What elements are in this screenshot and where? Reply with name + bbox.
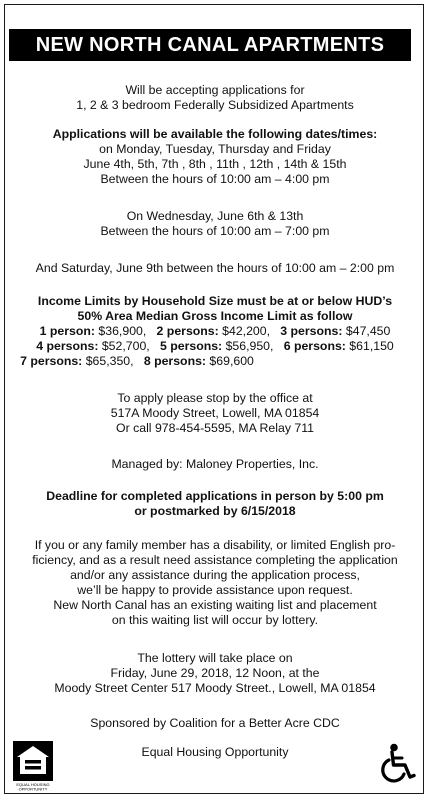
- deadline-line-1: Deadline for completed applications in person by 5:00 pm: [46, 489, 384, 503]
- disability-line-2: ficiency, and as a result need assistance completing the application: [32, 553, 398, 567]
- saturday-line: And Saturday, June 9th between the hours of 10:00 am – 2:00 pm: [35, 261, 395, 275]
- wednesday-line: On Wednesday, June 6th & 13th: [126, 209, 304, 223]
- income-label: 4 persons:: [36, 339, 99, 353]
- disability-line-3: and/or any assistance during the application process,: [70, 568, 360, 582]
- apply-address: 517A Moody Street, Lowell, MA 01854: [110, 406, 320, 420]
- income-row-2: [0, 339, 430, 354]
- lottery-location: Moody Street Center 517 Moody Street., Lowell, MA 01854: [54, 681, 376, 695]
- deadline-line-2: or postmarked by 6/15/2018: [134, 504, 296, 518]
- disability-line-4: we’ll be happy to provide assistance upon request.: [77, 583, 353, 597]
- equal-housing-icon: [12, 740, 54, 792]
- lottery-date: Friday, June 29, 2018, 12 Noon, at the: [110, 666, 320, 680]
- income-label: 8 persons:: [143, 354, 207, 368]
- income-value: $65,350,: [82, 354, 134, 368]
- income-heading-2: 50% Area Median Gross Income Limit as follow: [77, 309, 353, 323]
- income-value: $61,150: [345, 339, 394, 353]
- managed-by: Managed by: Maloney Properties, Inc.: [111, 457, 319, 471]
- intro-line-2: 1, 2 & 3 bedroom Federally Subsidized Apartments: [76, 98, 354, 112]
- income-label: 3 persons:: [280, 324, 343, 338]
- apply-line-1: To apply please stop by the office at: [117, 391, 313, 405]
- wheelchair-icon: [380, 743, 418, 785]
- income-value: $47,450: [342, 324, 391, 338]
- svg-text:OPPORTUNITY: OPPORTUNITY: [18, 786, 48, 792]
- income-row-1: [0, 324, 430, 339]
- lottery-line-1: The lottery will take place on: [137, 651, 293, 665]
- income-value: $36,900,: [95, 324, 147, 338]
- logo-text: EQUAL HOUSING: [16, 782, 50, 787]
- sponsor: Sponsored by Coalition for a Better Acre CDC: [90, 716, 340, 730]
- page-title: NEW NORTH CANAL APARTMENTS: [10, 30, 410, 60]
- waiting-list-line-1: New North Canal has an existing waiting list and placement: [53, 598, 377, 612]
- income-label: 5 persons:: [159, 339, 223, 353]
- intro-line-1: Will be accepting applications for: [125, 83, 305, 97]
- income-value: $42,200,: [218, 324, 271, 338]
- income-row-3: [0, 354, 352, 369]
- income-value: $69,600: [206, 354, 254, 368]
- equal-housing-text: Equal Housing Opportunity: [141, 745, 289, 759]
- disability-line-1: If you or any family member has a disability, or limited English pro-: [34, 538, 396, 552]
- dates-list: June 4th, 5th, 7th , 8th , 11th , 12th , 14th & 15th: [83, 157, 347, 171]
- apply-phone: Or call 978-454-5595, MA Relay 711: [116, 421, 314, 435]
- dates-hours: Between the hours of 10:00 am – 4:00 pm: [100, 172, 330, 186]
- income-label: 1 person:: [39, 324, 95, 338]
- wednesday-hours: Between the hours of 10:00 am – 7:00 pm: [100, 224, 330, 238]
- income-label: 2 persons:: [156, 324, 219, 338]
- income-heading-1: Income Limits by Household Size must be at or below HUD’s: [37, 294, 393, 308]
- dates-days: on Monday, Tuesday, Thursday and Friday: [99, 142, 331, 156]
- income-value: $52,700,: [98, 339, 150, 353]
- waiting-list-line-2: on this waiting list will occur by lottery.: [111, 613, 319, 627]
- dates-heading: Applications will be available the following dates/times:: [52, 127, 378, 141]
- income-value: $56,950,: [222, 339, 274, 353]
- income-label: 7 persons:: [20, 354, 83, 368]
- income-label: 6 persons:: [283, 339, 346, 353]
